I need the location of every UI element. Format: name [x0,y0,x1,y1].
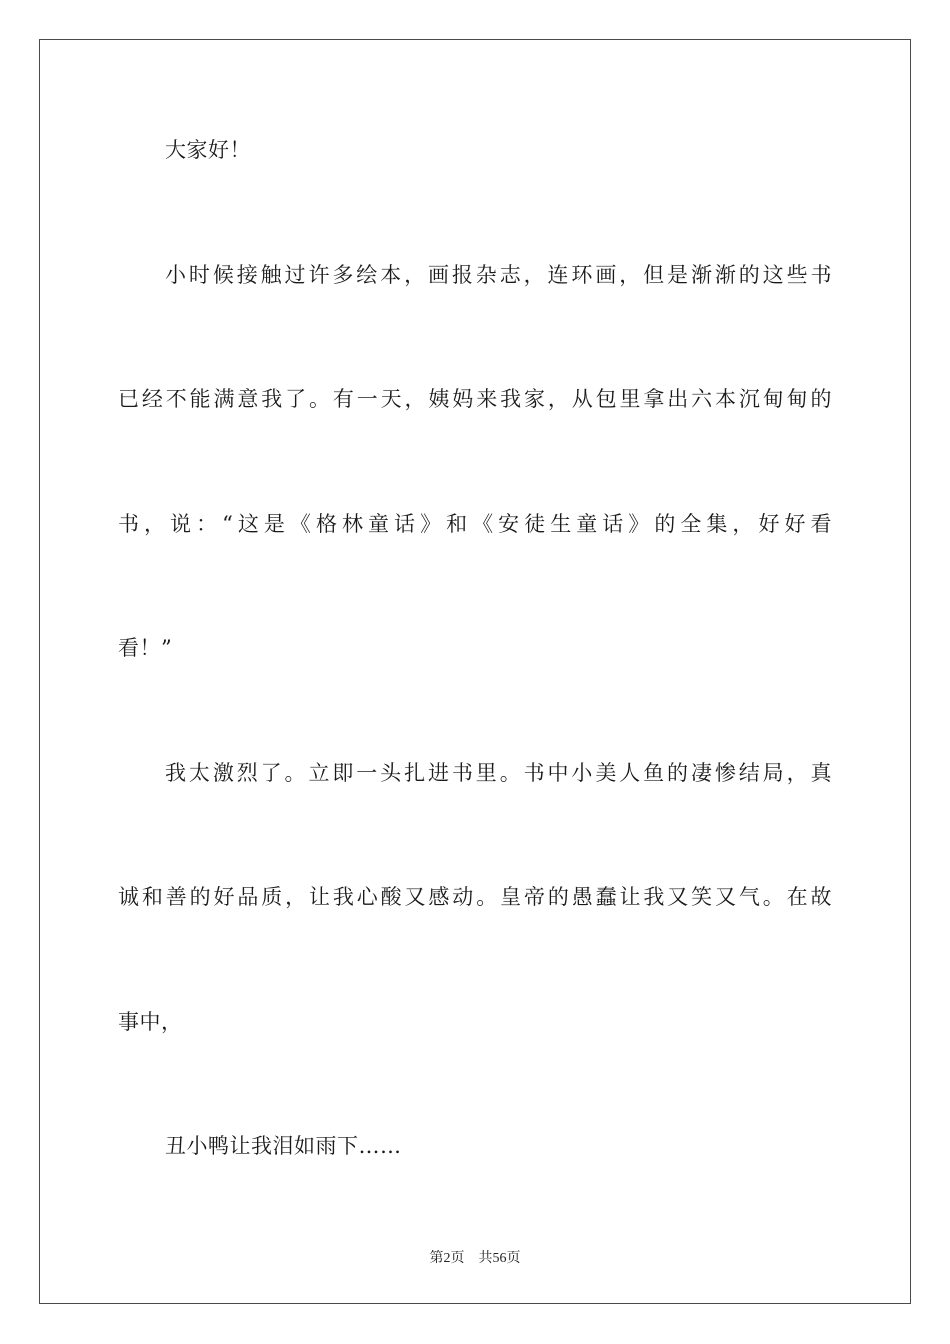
total-pages: 共56页 [478,1251,521,1266]
paragraph-line-7: 事中， [118,1010,183,1034]
paragraph-line-2: 已经不能满意我了。有一天，姨妈来我家，从包里拿出六本沉甸甸的 [118,387,832,411]
page-number: 第2页 [429,1251,465,1266]
paragraph-line-5: 我太激烈了。立即一头扎进书里。书中小美人鱼的凄惨结局，真 [165,761,832,785]
paragraph-line-4: 看！” [118,636,173,660]
paragraph-greeting: 大家好！ [165,138,251,162]
page-border [39,39,911,1304]
paragraph-line-8: 丑小鸭让我泪如雨下…… [165,1134,402,1158]
paragraph-line-1: 小时候接触过许多绘本，画报杂志，连环画，但是渐渐的这些书 [165,263,832,287]
paragraph-line-3: 书，说：“这是《格林童话》和《安徒生童话》的全集，好好看 [118,512,832,536]
paragraph-line-6: 诚和善的好品质，让我心酸又感动。皇帝的愚蠢让我又笑又气。在故 [118,885,832,909]
page-footer [0,1247,950,1267]
